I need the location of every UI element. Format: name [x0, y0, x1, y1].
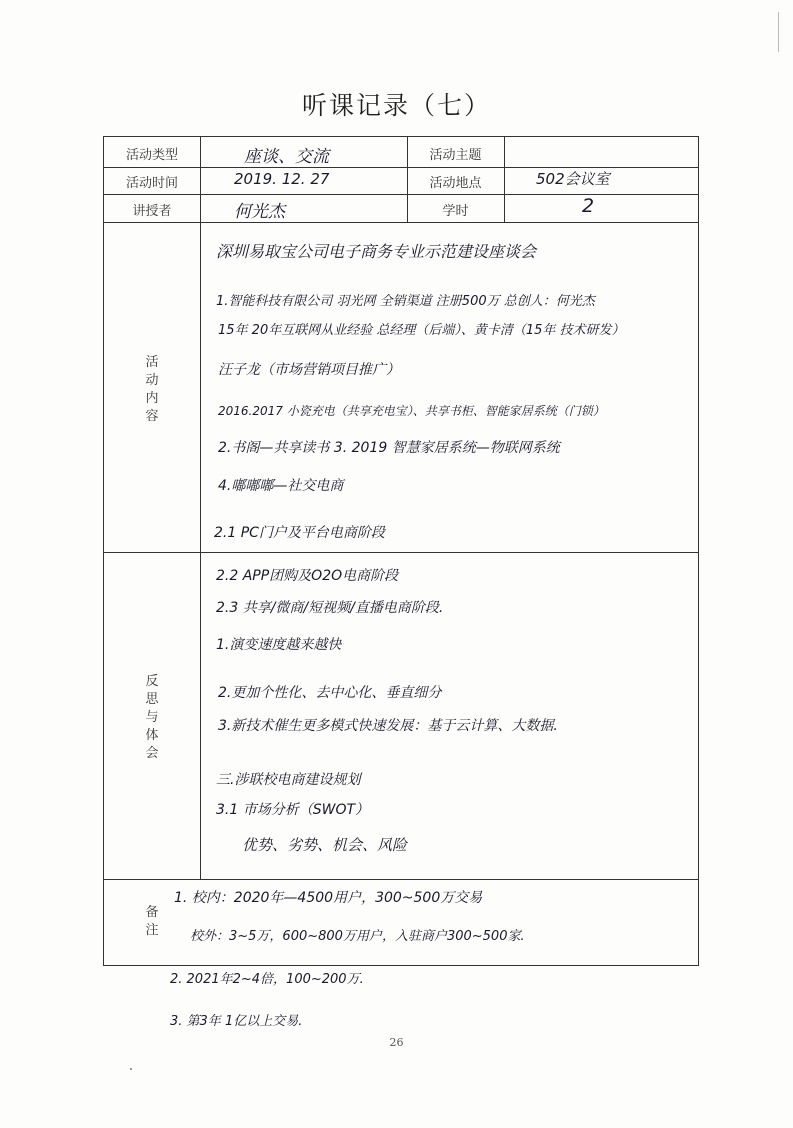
content-line: 15年 20年互联网从业经验 总经理（后端）、黄卡清（15年 技术研发） [218, 323, 625, 338]
below-line: 3. 第3年 1亿以上交易. [170, 1014, 303, 1029]
scan-speck [130, 1068, 132, 1070]
content-line: 1.智能科技有限公司 羽光网 全销渠道 注册500万 总创人：何光杰 [216, 294, 595, 309]
page-title: 听课记录（七） [301, 91, 491, 120]
row-divider [104, 222, 698, 223]
content-line: 深圳易取宝公司电子商务专业示范建设座谈会 [216, 242, 537, 261]
page-number: 26 [389, 1036, 404, 1049]
reflection-line: 3.1 市场分析（SWOT） [216, 802, 370, 818]
content-line: 2016.2017 小瓷充电（共享充电宝）、共享书柜、智能家居系统（门锁） [218, 404, 605, 418]
label-hours: 学时 [442, 204, 469, 219]
row-divider [104, 552, 698, 553]
label-activity-theme: 活动主题 [429, 148, 482, 163]
label-notes: 备注 [145, 905, 159, 938]
below-line: 2. 2021年2~4倍，100~200万. [170, 972, 364, 987]
reflection-line: 2.3 共享/微商/短视频/直播电商阶段. [216, 600, 444, 616]
label-activity-content: 活动内容 [145, 355, 159, 424]
row-divider [104, 194, 698, 195]
value-activity-time: 2019. 12. 27 [234, 170, 330, 188]
label-reflection: 反思与体会 [145, 674, 159, 761]
value-activity-type: 座谈、交流 [244, 147, 329, 167]
value-hours: 2 [582, 195, 595, 217]
reflection-line: 三.涉联校电商建设规划 [216, 772, 361, 788]
col-divider [504, 137, 505, 222]
content-line: 汪子龙（市场营销项目推广） [218, 362, 400, 378]
value-activity-place: 502会议室 [536, 170, 610, 188]
content-line: 4.嘟嘟嘟—社交电商 [218, 478, 344, 494]
label-activity-type: 活动类型 [125, 148, 178, 163]
label-activity-time: 活动时间 [125, 176, 178, 191]
col-divider [200, 137, 201, 879]
scan-edge [778, 12, 779, 52]
reflection-line: 2.2 APP团购及O2O电商阶段 [216, 568, 399, 584]
reflection-line: 2.更加个性化、去中心化、垂直细分 [218, 685, 442, 701]
notes-line: 校外：3~5万，600~800万用户，入驻商户300~500家. [190, 929, 525, 944]
reflection-line: 3.新技术催生更多模式快速发展：基于云计算、大数据. [218, 718, 558, 734]
record-table [103, 136, 699, 966]
content-line: 2.1 PC门户及平台电商阶段 [214, 525, 385, 541]
label-lecturer: 讲授者 [132, 204, 172, 219]
notes-line: 1. 校内：2020年—4500用户，300~500万交易 [174, 890, 483, 906]
content-line: 2.书阁—共享读书 3. 2019 智慧家居系统—物联网系统 [218, 440, 560, 456]
label-activity-place: 活动地点 [429, 176, 482, 191]
reflection-line: 优势、劣势、机会、风险 [242, 836, 408, 854]
reflection-line: 1.演变速度越来越快 [216, 637, 342, 653]
value-lecturer: 何光杰 [234, 202, 285, 222]
row-divider [104, 879, 698, 880]
